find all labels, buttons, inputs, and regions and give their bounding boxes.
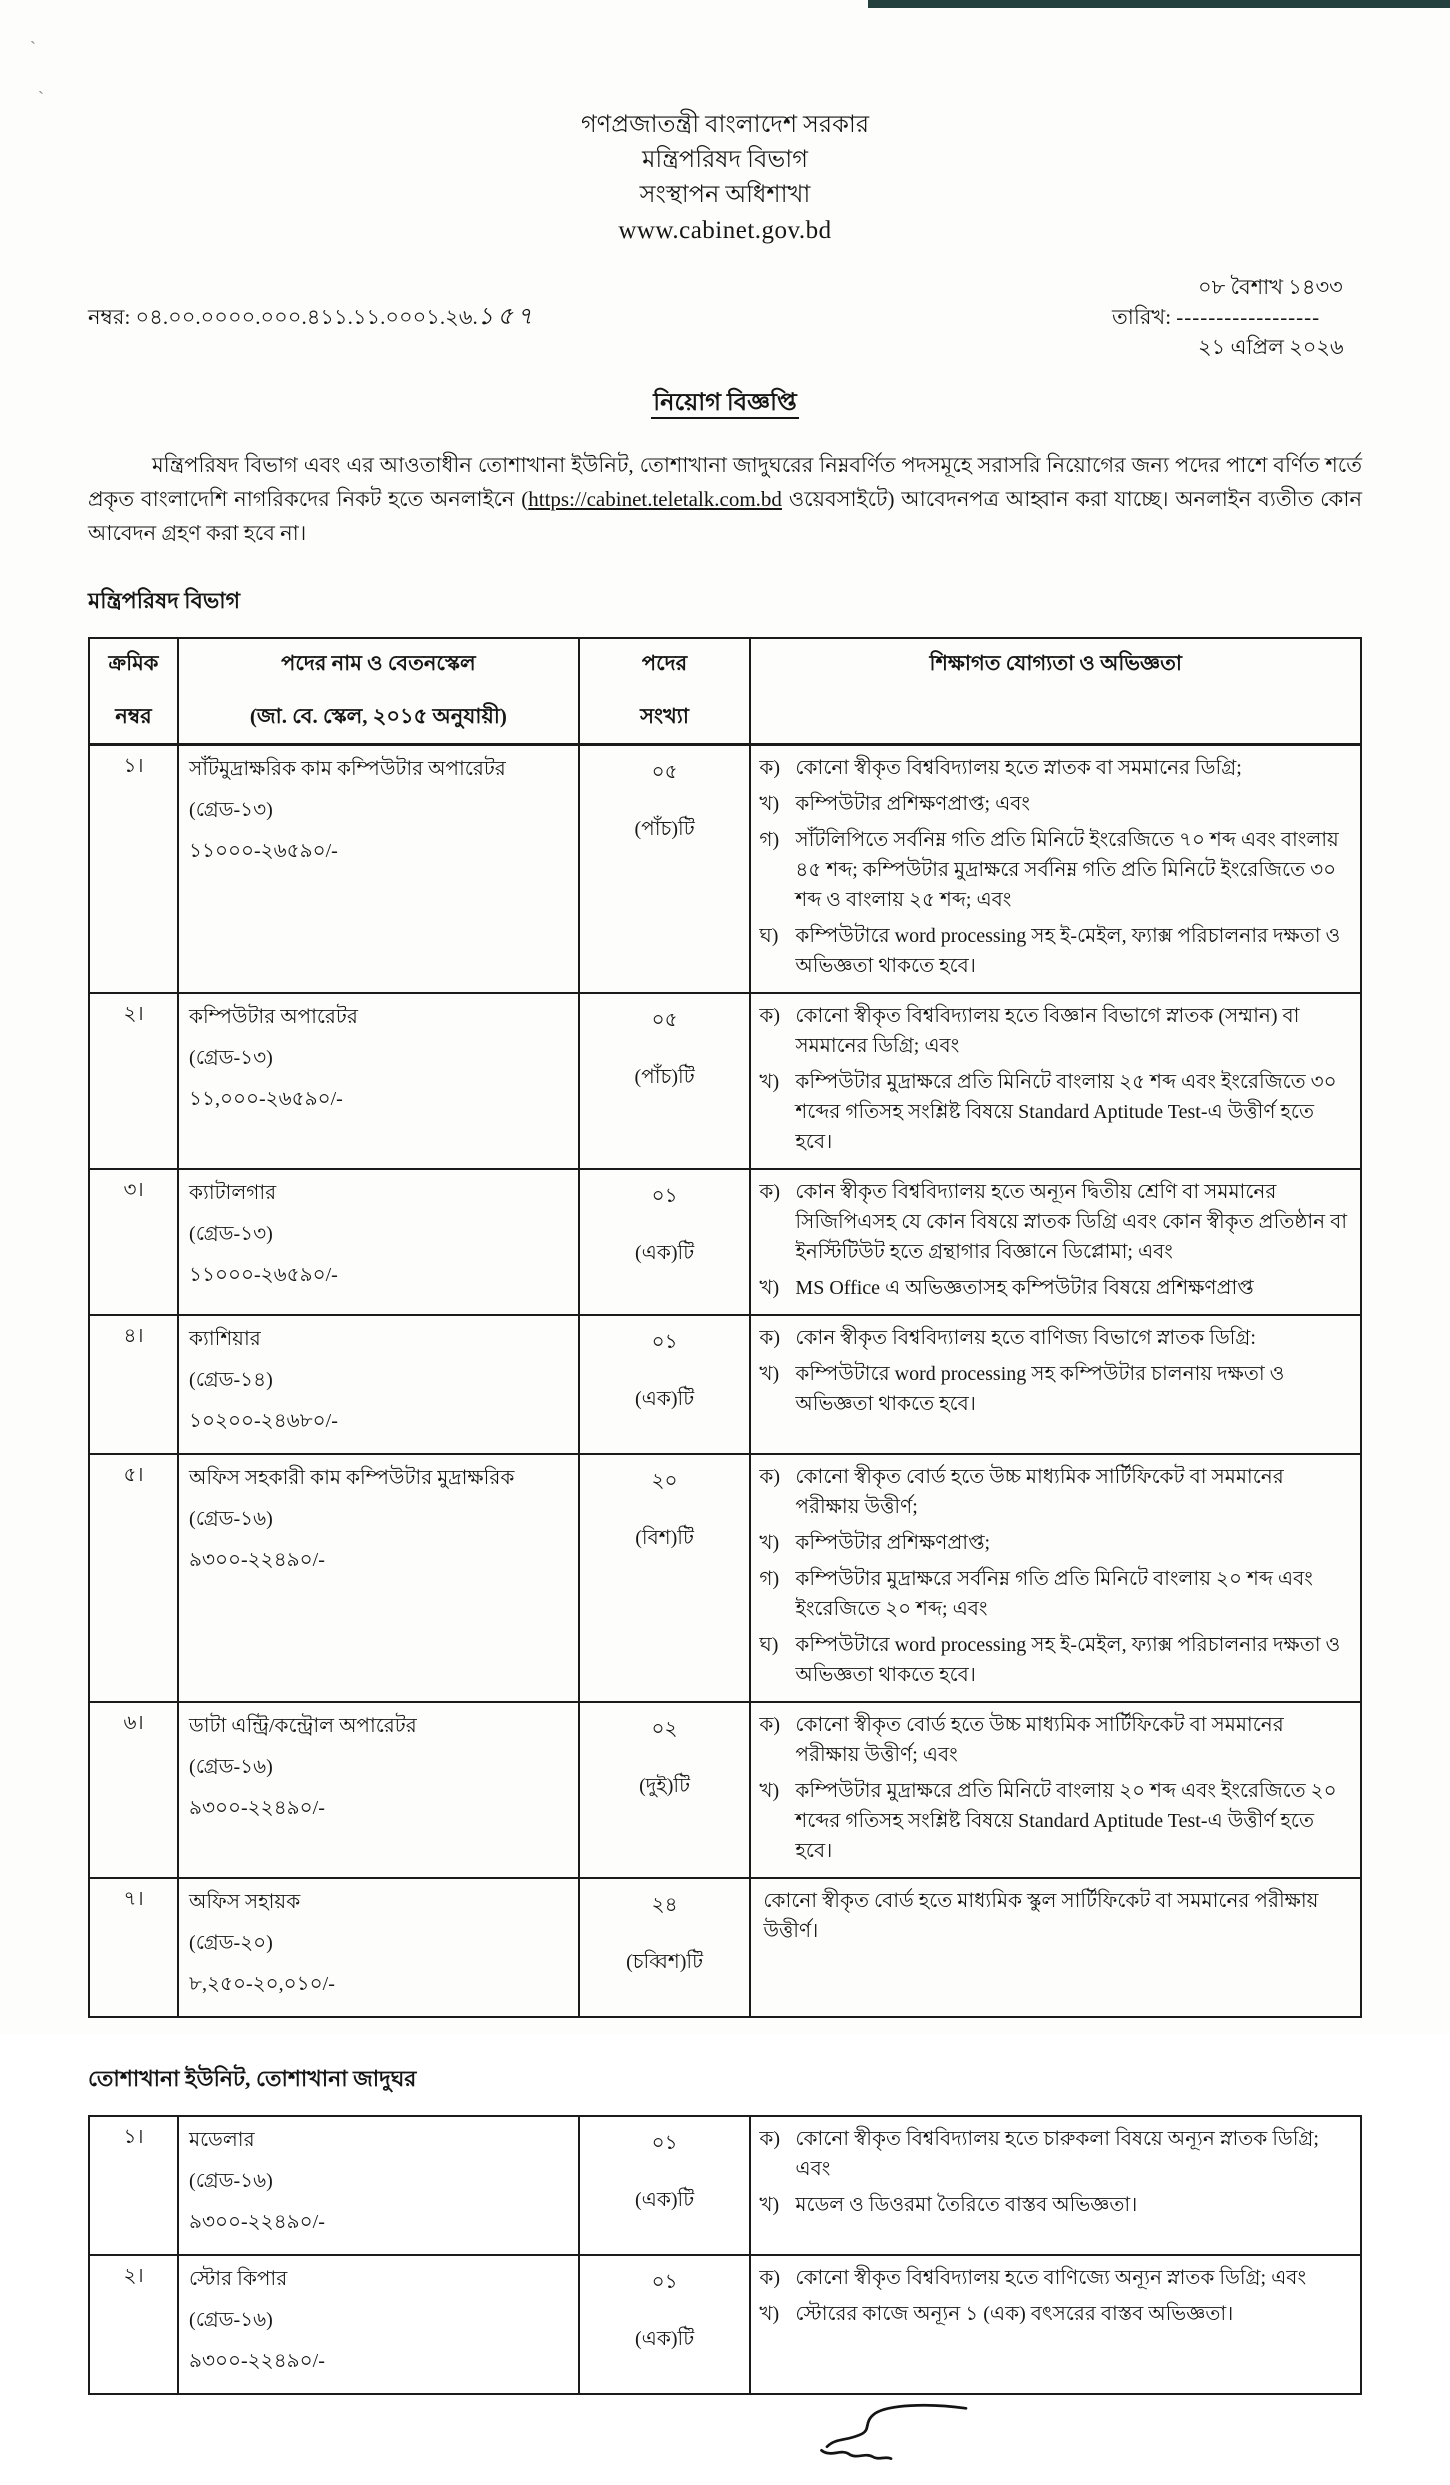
qualification-text: কোনো স্বীকৃত বিশ্ববিদ্যালয় হতে স্নাতক বা সমমানের ডিগ্রি; xyxy=(795,757,1242,779)
serial-cell: ২। xyxy=(89,993,178,1169)
count-line: (এক)টি xyxy=(634,2189,695,2211)
post-line: (গ্রেড-১৩) xyxy=(189,1223,273,1245)
post-line: (গ্রেড-২০) xyxy=(189,1932,273,1954)
count-cell xyxy=(579,1702,751,1878)
post-cell xyxy=(178,2116,579,2255)
date-dashes: ------------------ xyxy=(1176,305,1321,329)
count-cell xyxy=(579,1315,751,1454)
post-line: ৯৩০০-২২৪৯০/- xyxy=(189,1797,325,1819)
qualification-label: খ) xyxy=(759,2194,780,2216)
qualification-label: ক) xyxy=(759,757,781,779)
letterhead xyxy=(88,108,1362,248)
post-cell xyxy=(178,745,579,994)
qualification-item xyxy=(759,2124,1352,2184)
qualification-item xyxy=(759,1177,1352,1267)
signature-icon xyxy=(801,2401,981,2465)
serial-cell: ৭। xyxy=(89,1878,178,2017)
post-cell xyxy=(178,1702,579,1878)
qualification-item xyxy=(759,1528,1352,1558)
qualification-label: ক) xyxy=(759,1181,781,1203)
count-cell xyxy=(579,1878,751,2017)
qualification-cell xyxy=(750,2255,1361,2394)
cabinet-division-posts-table xyxy=(88,637,1362,2018)
qualification-label: ক) xyxy=(759,1005,781,1027)
count-cell xyxy=(579,1454,751,1702)
government-name: গণপ্রজাতন্ত্রী বাংলাদেশ সরকার xyxy=(580,112,870,138)
post-line: ১০২০০-২৪৬৮০/- xyxy=(189,1410,338,1432)
table-row xyxy=(89,2116,1361,2255)
table-header-row xyxy=(89,638,1361,745)
memo-number-printed: নম্বর: ০৪.০০.০০০০.০০০.৪১১.১১.০০০১.২৬. xyxy=(88,305,478,329)
qualification-cell xyxy=(750,1878,1361,2017)
count-line: ০২ xyxy=(651,1718,678,1740)
post-line: স্টোর কিপার xyxy=(189,2268,288,2290)
intro-text-1: মন্ত্রিপরিষদ বিভাগ এবং এর আওতাধীন তোশাখানা ইউনিট, তোশাখানা জাদুঘরের নিম্নবর্ণিত পদসমূহে সরাসরি নিয়োগের জন্য পদের পাশে বর্ণিত শর্তে প্রকৃত বাংলাদেশি নাগরিকদের নিকট হতে অনলাইনে ( xyxy=(88,453,1362,511)
table-row xyxy=(89,2255,1361,2394)
qualification-text: কম্পিউটার মুদ্রাক্ষরে প্রতি মিনিটে বাংলায় ২৫ শব্দ এবং ইংরেজিতে ৩০ শব্দের গতিসহ সংশ্লিষ্ট বিষয়ে Standard Aptitude Test-এ উত্তীর্ণ হতে হবে। xyxy=(795,1071,1337,1153)
post-cell xyxy=(178,1315,579,1454)
qualification-text: কোন স্বীকৃত বিশ্ববিদ্যালয় হতে অন্যূন দ্বিতীয় শ্রেণি বা সমমানের সিজিপিএসহ যে কোন বিষয়ে স্নাতক ডিগ্রি এবং কোন স্বীকৃত প্রতিষ্ঠান বা ইনস্টিটিউট হতে গ্রন্থাগার বিজ্ঞানে ডিপ্লোমা; এবং xyxy=(795,1181,1348,1263)
post-line: ৯৩০০-২২৪৯০/- xyxy=(189,2350,325,2372)
qualification-text: MS Office এ অভিজ্ঞতাসহ কম্পিউটার বিষয়ে প্রশিক্ষণপ্রাপ্ত xyxy=(795,1277,1254,1299)
post-cell xyxy=(178,1454,579,1702)
count-line: ২৪ xyxy=(651,1894,678,1916)
qualification-item xyxy=(759,1630,1352,1690)
qualification-item xyxy=(759,2299,1352,2329)
toshakhana-unit-posts-table xyxy=(88,2115,1362,2395)
qualification-text: কোনো স্বীকৃত বোর্ড হতে উচ্চ মাধ্যমিক সার্টিফিকেট বা সমমানের পরীক্ষায় উত্তীর্ণ; xyxy=(795,1466,1284,1518)
count-cell xyxy=(579,2116,751,2255)
post-line: (গ্রেড-১৬) xyxy=(189,2309,273,2331)
table-row xyxy=(89,993,1361,1169)
serial-cell: ১। xyxy=(89,2116,178,2255)
table-row xyxy=(89,1315,1361,1454)
header-post-count: পদের সংখ্যা xyxy=(579,638,751,745)
qualification-label: ক) xyxy=(759,1466,781,1488)
serial-cell: ১। xyxy=(89,745,178,994)
date-block xyxy=(1112,272,1362,362)
qualification-item xyxy=(759,1886,1352,1946)
header-qualification: শিক্ষাগত যোগ্যতা ও অভিজ্ঞতা xyxy=(750,638,1361,745)
qualification-label: ক) xyxy=(759,1714,781,1736)
qualification-label: খ) xyxy=(759,1780,780,1802)
qualification-item xyxy=(759,1462,1352,1522)
post-line: ১১০০০-২৬৫৯০/- xyxy=(189,1264,338,1286)
qualification-item xyxy=(759,1067,1352,1157)
qualification-cell xyxy=(750,745,1361,994)
post-line: (গ্রেড-১৬) xyxy=(189,1508,273,1530)
post-cell xyxy=(178,993,579,1169)
qualification-item xyxy=(759,2263,1352,2293)
qualification-item xyxy=(759,1564,1352,1624)
count-line: ০১ xyxy=(651,1185,678,1207)
qualification-item xyxy=(759,825,1352,915)
qualification-item xyxy=(759,789,1352,819)
qualification-text: কম্পিউটারে word processing সহ ই-মেইল, ফ্যাক্স পরিচালনার দক্ষতা ও অভিজ্ঞতা থাকতে হবে। xyxy=(795,925,1341,977)
post-cell xyxy=(178,2255,579,2394)
qualification-text: কম্পিউটারে word processing সহ ই-মেইল, ফ্যাক্স পরিচালনার দক্ষতা ও অভিজ্ঞতা থাকতে হবে। xyxy=(795,1634,1341,1686)
count-line: ০৫ xyxy=(651,1009,678,1031)
post-line: ১১,০০০-২৬৫৯০/- xyxy=(189,1088,343,1110)
post-line: (গ্রেড-১৬) xyxy=(189,2170,273,2192)
post-cell xyxy=(178,1169,579,1315)
serial-cell: ৩। xyxy=(89,1169,178,1315)
memo-row xyxy=(88,272,1362,362)
qualification-label: খ) xyxy=(759,1071,780,1093)
qualification-label: গ) xyxy=(759,829,780,851)
count-line: (পাঁচ)টি xyxy=(634,1066,695,1088)
date-line xyxy=(1112,302,1362,332)
post-line: ৮,২৫০-২০,০১০/- xyxy=(189,1973,335,1995)
post-line: অফিস সহকারী কাম কম্পিউটার মুদ্রাক্ষরিক xyxy=(189,1467,515,1489)
table2-body xyxy=(89,2116,1361,2394)
qualification-label: ক) xyxy=(759,1327,781,1349)
qualification-label: খ) xyxy=(759,793,780,815)
post-line: (গ্রেড-১৩) xyxy=(189,799,273,821)
count-line: (পাঁচ)টি xyxy=(634,818,695,840)
table-row xyxy=(89,1702,1361,1878)
serial-cell: ৫। xyxy=(89,1454,178,1702)
branch-name: সংস্থাপন অধিশাখা xyxy=(639,182,811,208)
qualification-item xyxy=(759,1710,1352,1770)
post-line: অফিস সহায়ক xyxy=(189,1891,301,1913)
qualification-label: খ) xyxy=(759,1277,780,1299)
intro-paragraph xyxy=(88,448,1362,550)
memo-number-handwritten: ১৫৭ xyxy=(477,302,537,330)
post-line: (গ্রেড-১৬) xyxy=(189,1756,273,1778)
post-line: (গ্রেড-১৪) xyxy=(189,1369,273,1391)
scan-speck: ` xyxy=(30,38,36,58)
website-url: www.cabinet.gov.bd xyxy=(618,217,832,244)
qualification-item xyxy=(759,921,1352,981)
qualification-text: কোনো স্বীকৃত বিশ্ববিদ্যালয় হতে চারুকলা বিষয়ে অন্যূন স্নাতক ডিগ্রি; এবং xyxy=(795,2128,1319,2180)
count-line: ০১ xyxy=(651,1331,678,1353)
serial-cell: ৬। xyxy=(89,1702,178,1878)
count-line: (চব্বিশ)টি xyxy=(626,1951,704,1973)
qualification-text: কম্পিউটার প্রশিক্ষণপ্রাপ্ত; xyxy=(795,1532,991,1554)
qualification-text: কম্পিউটার মুদ্রাক্ষরে সর্বনিম্ন গতি প্রতি মিনিটে বাংলায় ২০ শব্দ এবং ইংরেজিতে ২০ শব্দ; এবং xyxy=(795,1568,1313,1620)
qualification-cell xyxy=(750,1169,1361,1315)
count-cell xyxy=(579,2255,751,2394)
qualification-text: কোনো স্বীকৃত বোর্ড হতে মাধ্যমিক স্কুল সার্টিফিকেট বা সমমানের পরীক্ষায় উত্তীর্ণ। xyxy=(763,1890,1319,1942)
scan-speck: ` xyxy=(38,88,44,108)
qualification-text: কোনো স্বীকৃত বোর্ড হতে উচ্চ মাধ্যমিক সার্টিফিকেট বা সমমানের পরীক্ষায় উত্তীর্ণ; এবং xyxy=(795,1714,1284,1766)
count-line: (এক)টি xyxy=(634,1388,695,1410)
count-line: ০১ xyxy=(651,2132,678,2154)
memo-number xyxy=(88,272,537,338)
qualification-item xyxy=(759,753,1352,783)
qualification-item xyxy=(759,2190,1352,2220)
serial-cell: ৪। xyxy=(89,1315,178,1454)
post-line: কম্পিউটার অপারেটর xyxy=(189,1006,358,1028)
qualification-item xyxy=(759,1359,1352,1419)
qualification-label: ক) xyxy=(759,2267,781,2289)
post-line: ডাটা এন্ট্রি/কন্ট্রোল অপারেটর xyxy=(189,1715,417,1737)
header-post-name: পদের নাম ও বেতনস্কেল (জা. বে. স্কেল, ২০১৫ অনুযায়ী) xyxy=(178,638,579,745)
post-line: (গ্রেড-১৩) xyxy=(189,1047,273,1069)
qualification-text: সাঁটলিপিতে সর্বনিম্ন গতি প্রতি মিনিটে ইংরেজিতে ৭০ শব্দ এবং বাংলায় ৪৫ শব্দ; কম্পিউটার মুদ্রাক্ষরে সর্বনিম্ন গতি প্রতি মিনিটে ইংরেজিতে ৩০ শব্দ ও বাংলায় ২৫ শব্দ; এবং xyxy=(795,829,1339,911)
serial-cell: ২। xyxy=(89,2255,178,2394)
post-line: ক্যাশিয়ার xyxy=(189,1328,261,1350)
qualification-cell xyxy=(750,1454,1361,1702)
count-cell xyxy=(579,993,751,1169)
qualification-label: খ) xyxy=(759,1363,780,1385)
intro-text-2: ওয়েবসাইটে) আবেদনপত্র আহ্বান করা যাচ্ছে। অনলাইন ব্যতীত কোন আবেদন গ্রহণ করা হবে না। xyxy=(88,487,1362,545)
date-gregorian: ২১ এপ্রিল ২০২৬ xyxy=(1198,335,1344,359)
count-line: (এক)টি xyxy=(634,2328,695,2350)
qualification-item xyxy=(759,1776,1352,1866)
table1-body xyxy=(89,745,1361,2018)
qualification-text: মডেল ও ডিওরমা তৈরিতে বাস্তব অভিজ্ঞতা। xyxy=(795,2194,1138,2216)
qualification-text: স্টোরের কাজে অন্যূন ১ (এক) বৎসরের বাস্তব অভিজ্ঞতা। xyxy=(795,2303,1234,2325)
application-url-link[interactable]: https://cabinet.teletalk.com.bd xyxy=(528,487,782,511)
post-line: সাঁটমুদ্রাক্ষরিক কাম কম্পিউটার অপারেটর xyxy=(189,758,506,780)
qualification-label: ঘ) xyxy=(759,925,779,947)
qualification-text: কম্পিউটারে word processing সহ কম্পিউটার চালনায় দক্ষতা ও অভিজ্ঞতা থাকতে হবে। xyxy=(795,1363,1285,1415)
qualification-text: কোন স্বীকৃত বিশ্ববিদ্যালয় হতে বাণিজ্য বিভাগে স্নাতক ডিগ্রি: xyxy=(795,1327,1256,1349)
qualification-text: কম্পিউটার প্রশিক্ষণপ্রাপ্ত; এবং xyxy=(795,793,1031,815)
count-line: ২০ xyxy=(651,1470,678,1492)
qualification-cell xyxy=(750,1315,1361,1454)
date-label: তারিখ: xyxy=(1112,305,1172,329)
section1-heading: মন্ত্রিপরিষদ বিভাগ xyxy=(88,588,241,613)
qualification-text: কোনো স্বীকৃত বিশ্ববিদ্যালয় হতে বিজ্ঞান বিভাগে স্নাতক (সম্মান) বা সমমানের ডিগ্রি; এবং xyxy=(795,1005,1300,1057)
qualification-text: কম্পিউটার মুদ্রাক্ষরে প্রতি মিনিটে বাংলায় ২০ শব্দ এবং ইংরেজিতে ২০ শব্দের গতিসহ সংশ্লিষ্ট বিষয়ে Standard Aptitude Test-এ উত্তীর্ণ হতে হবে। xyxy=(795,1780,1337,1862)
post-line: মডেলার xyxy=(189,2129,255,2151)
qualification-label: খ) xyxy=(759,1532,780,1554)
table-row xyxy=(89,745,1361,994)
section2-heading: তোশাখানা ইউনিট, তোশাখানা জাদুঘর xyxy=(88,2066,417,2091)
table-row xyxy=(89,1454,1361,1702)
header-serial: ক্রমিক নম্বর xyxy=(89,638,178,745)
qualification-label: ক) xyxy=(759,2128,781,2150)
post-line: ৯৩০০-২২৪৯০/- xyxy=(189,2211,325,2233)
qualification-cell xyxy=(750,993,1361,1169)
post-line: ১১০০০-২৬৫৯০/- xyxy=(189,840,338,862)
count-line: (এক)টি xyxy=(634,1242,695,1264)
qualification-cell xyxy=(750,2116,1361,2255)
count-line: (বিশ)টি xyxy=(635,1527,694,1549)
count-cell xyxy=(579,745,751,994)
qualification-text: কোনো স্বীকৃত বিশ্ববিদ্যালয় হতে বাণিজ্যে অন্যূন স্নাতক ডিগ্রি; এবং xyxy=(795,2267,1307,2289)
post-cell xyxy=(178,1878,579,2017)
table-row xyxy=(89,1169,1361,1315)
document-title: নিয়োগ বিজ্ঞপ্তি xyxy=(88,384,1362,424)
qualification-label: গ) xyxy=(759,1568,780,1590)
post-line: ক্যাটালগার xyxy=(189,1182,277,1204)
qualification-label: খ) xyxy=(759,2303,780,2325)
count-line: ০৫ xyxy=(651,761,678,783)
count-line: (দুই)টি xyxy=(639,1775,690,1797)
table-row xyxy=(89,1878,1361,2017)
count-line: ০১ xyxy=(651,2271,678,2293)
qualification-cell xyxy=(750,1702,1361,1878)
post-line: ৯৩০০-২২৪৯০/- xyxy=(189,1549,325,1571)
date-bangla: ০৮ বৈশাখ ১৪৩৩ xyxy=(1198,275,1343,299)
qualification-item xyxy=(759,1001,1352,1061)
count-cell xyxy=(579,1169,751,1315)
signature-mark xyxy=(801,2401,981,2465)
qualification-item xyxy=(759,1273,1352,1303)
division-name: মন্ত্রিপরিষদ বিভাগ xyxy=(642,147,808,173)
qualification-item xyxy=(759,1323,1352,1353)
qualification-label: ঘ) xyxy=(759,1634,779,1656)
